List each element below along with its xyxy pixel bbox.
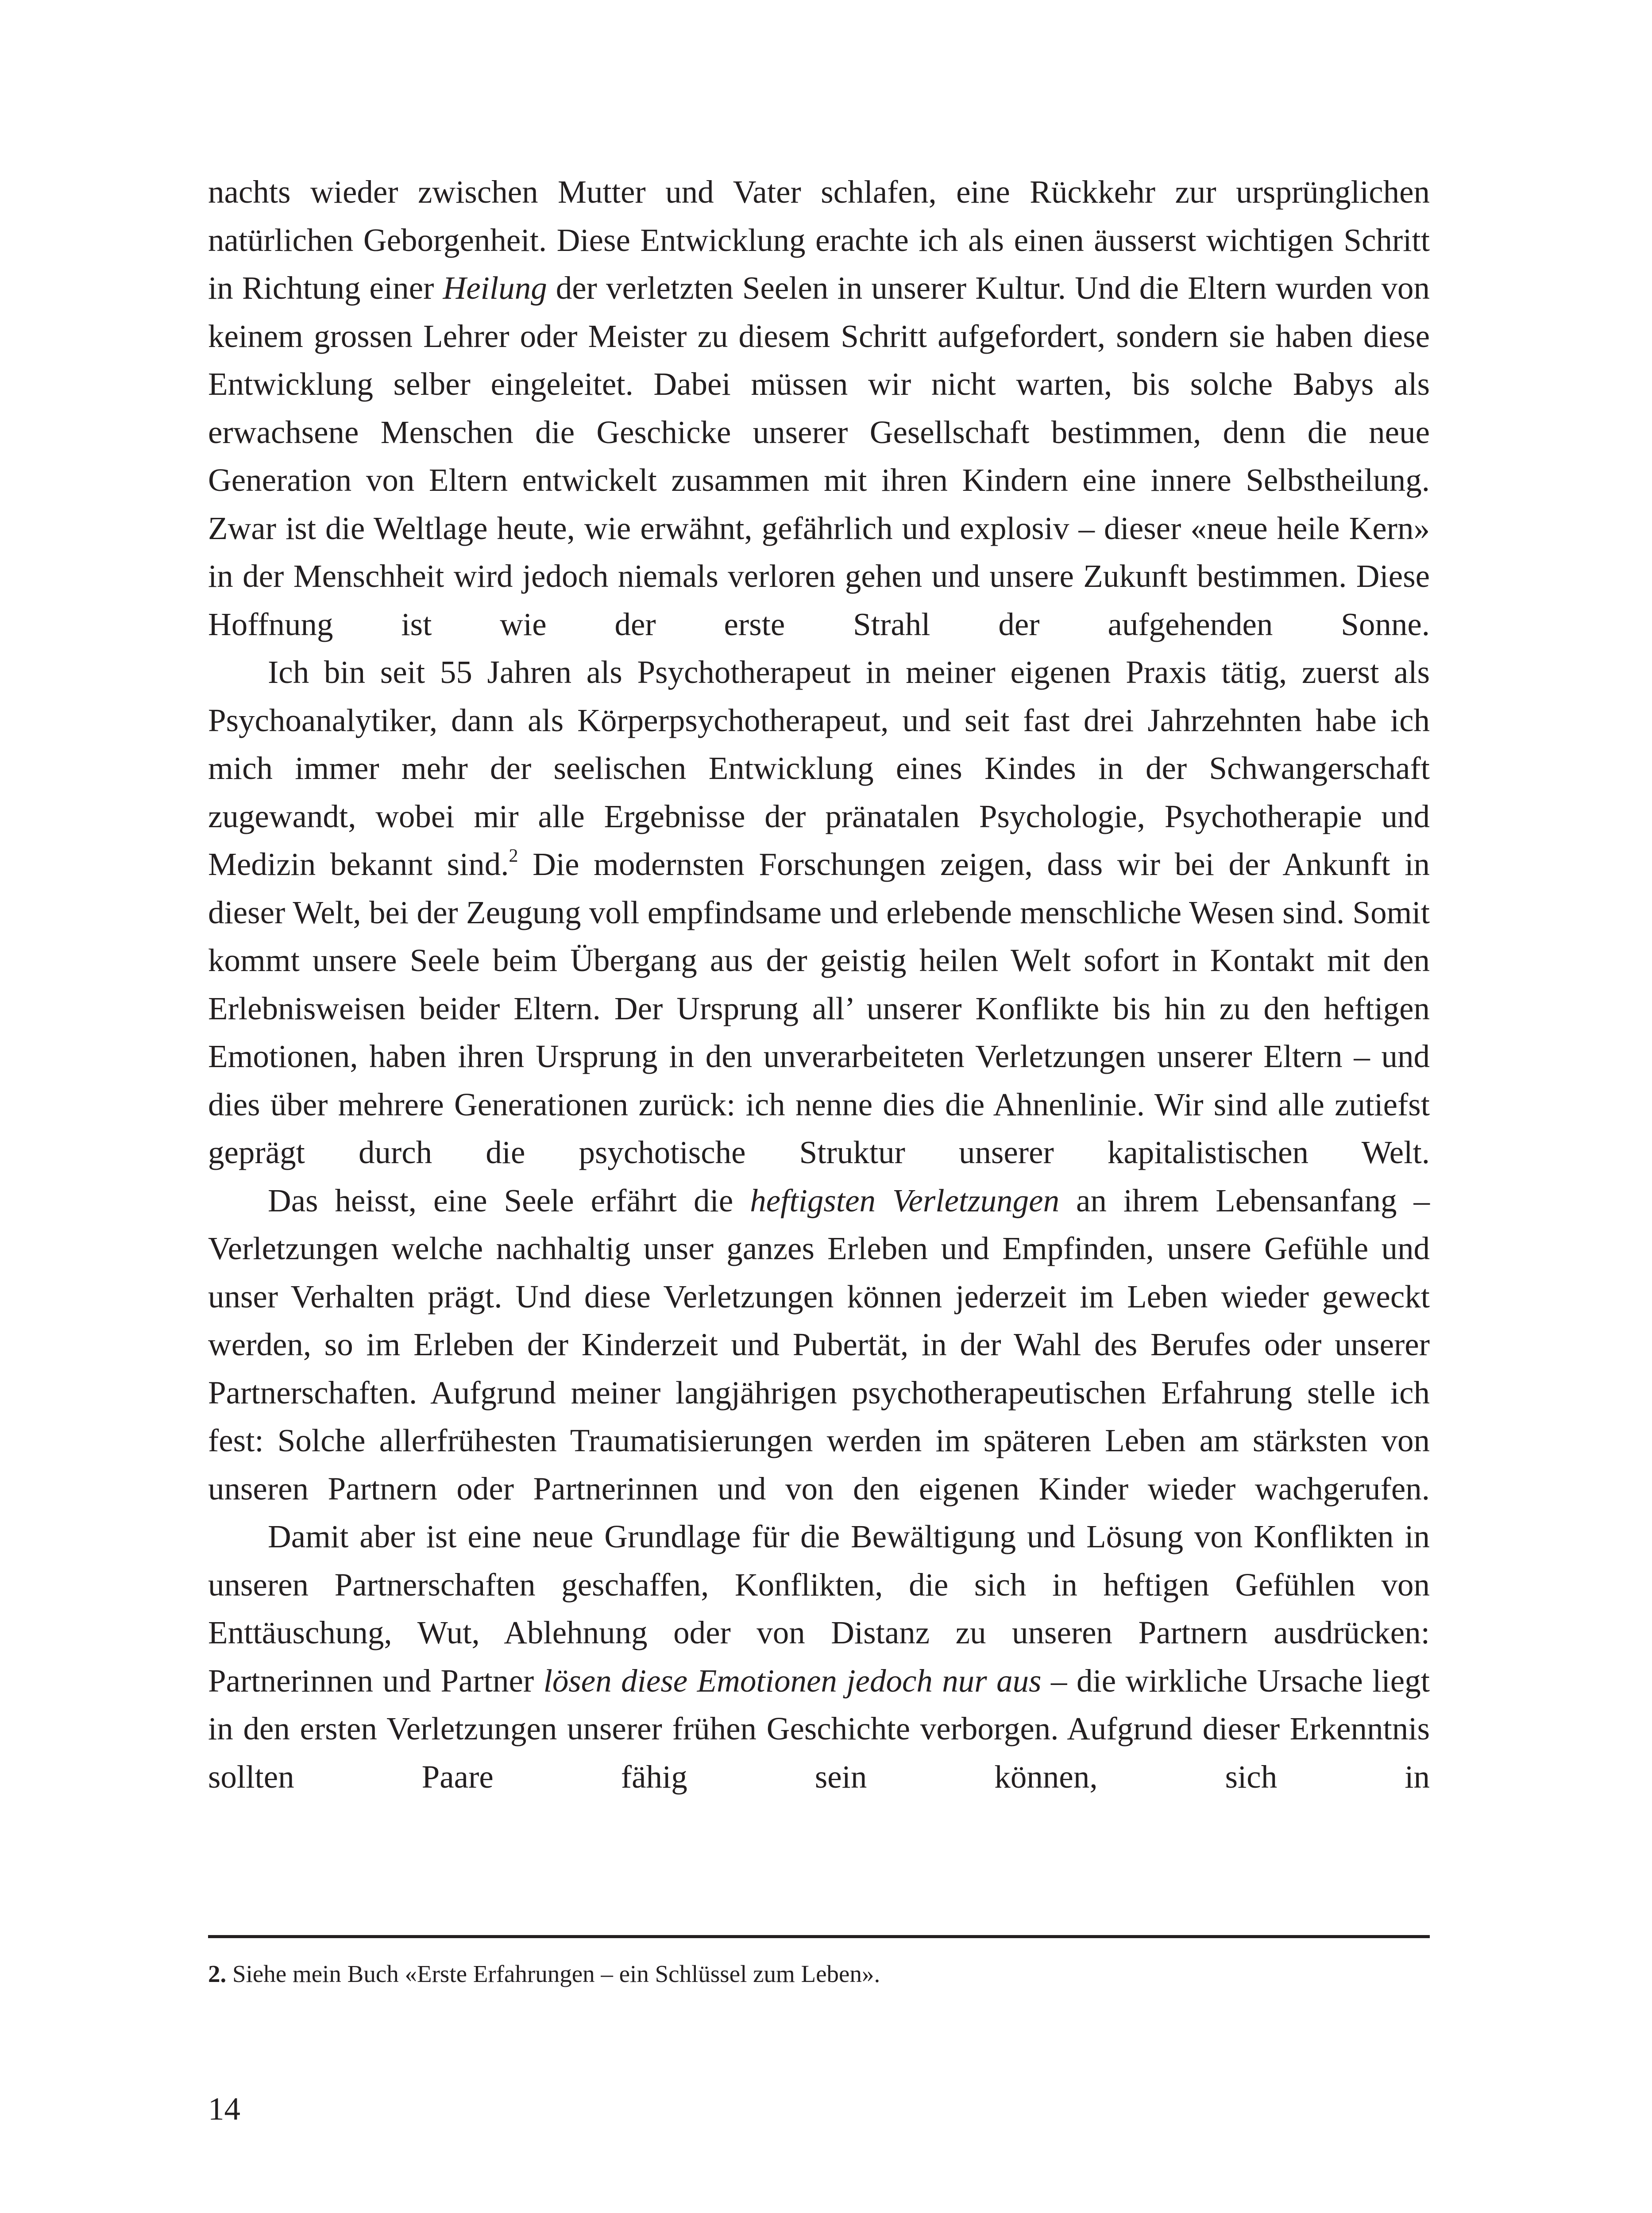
paragraph-2-text-a: Ich bin seit 55 Jahren als Psychotherapeut in meiner eigenen Praxis tätig, zuerst als Psychoanalytiker, dann als Körperpsychotherapeut, und seit fast drei Jahrzehnten habe ich mich immer mehr der seelischen Entwicklung eines Kindes in der Schwangerschaft zugewandt, wobei mir alle Ergebnisse der pränatalen Psychologie, Psychotherapie und Medizin bekannt sind.: [208, 654, 1430, 882]
paragraph-4: [208, 1513, 1430, 1801]
paragraph-3: [208, 1177, 1430, 1513]
footnote: [208, 1956, 1430, 1992]
footnote-divider: [208, 1935, 1430, 1938]
paragraph-1-text-a: nachts wieder zwischen Mutter und Vater schlafen, eine Rückkehr zur ursprünglichen natürlichen Geborgenheit. Diese Entwicklung erachte ich als einen äusserst wichtigen Schritt in Richtung einer: [208, 174, 1430, 306]
paragraph-1-text-b: der verletzten Seelen in unserer Kultur. Und die Eltern wurden von keinem grossen Lehrer oder Meister zu diesem Schritt aufgefordert, sondern sie haben diese Entwicklung selber eingeleitet. Dabei müssen wir nicht warten, bis solche Babys als erwachsene Menschen die Geschicke unserer Gesellschaft bestimmen, denn die neue Generation von Eltern entwickelt zusammen mit ihren Kindern eine innere Selbstheilung. Zwar ist die Weltlage heute, wie erwähnt, gefährlich und explosiv – dieser «neue heile Kern» in der Menschheit wird jedoch niemals verloren gehen und unsere Zukunft bestimmen. Diese Hoffnung ist wie der erste Strahl der aufgehenden Sonne.: [208, 270, 1430, 642]
paragraph-2-text-b: Die modernsten Forschungen zeigen, dass wir bei der Ankunft in dieser Welt, bei der Zeugung voll empfindsame und erlebende menschliche Wesen sind. Somit kommt unsere Seele beim Übergang aus der geistig heilen Welt sofort in Kontakt mit den Erlebnisweisen beider Eltern. Der Ursprung all’ unserer Konflikte bis hin zu den heftigen Emotionen, haben ihren Ursprung in den unverarbeiteten Verletzungen unserer Eltern – und dies über mehrere Generationen zurück: ich nenne dies die Ahnenlinie. Wir sind alle zutiefst geprägt durch die psychotische Struktur unserer kapitalistischen Welt.: [208, 846, 1430, 1170]
paragraph-4-text-a: Damit aber ist eine neue Grundlage für die Bewältigung und Lösung von Konflikten in unseren Partnerschaften geschaffen, Konflikten, die sich in heftigen Gefühlen von Enttäuschung, Wut, Ablehnung oder von Distanz zu unseren Partnern ausdrücken: Partnerinnen und Partner: [208, 1519, 1430, 1699]
page-number: 14: [208, 2091, 240, 2127]
footnote-text: Siehe mein Buch «Erste Erfahrungen – ein Schlüssel zum Leben».: [226, 1960, 880, 1987]
paragraph-1: [208, 168, 1430, 648]
paragraph-3-emphasis: heftigsten Verletzungen: [750, 1182, 1060, 1218]
paragraph-4-emphasis: lösen diese Emotionen jedoch nur aus: [543, 1662, 1042, 1699]
paragraph-3-text-a: Das heisst, eine Seele erfährt die: [268, 1182, 750, 1218]
paragraph-2: [208, 648, 1430, 1177]
paragraph-3-text-b: an ihrem Lebensanfang – Verletzungen welche nachhaltig unser ganzes Erleben und Empfinden, unsere Gefühle und unser Verhalten prägt. Und diese Verletzungen können jederzeit im Leben wieder geweckt werden, so im Erleben der Kinderzeit und Pubertät, in der Wahl des Berufes oder unserer Partnerschaften. Aufgrund meiner langjährigen psychotherapeutischen Erfahrung stelle ich fest: Solche allerfrühesten Traumatisierungen werden im späteren Leben am stärksten von unseren Partnern oder Partnerinnen und von den eigenen Kinder wieder wachgerufen.: [208, 1182, 1430, 1507]
paragraph-4-text-b: – die wirkliche Ursache liegt in den ersten Verletzungen unserer frühen Geschichte verborgen. Aufgrund dieser Erkenntnis sollten Paare fähig sein können, sich in: [208, 1662, 1430, 1795]
footnote-reference: 2: [509, 846, 518, 866]
paragraph-1-emphasis: Heilung: [443, 270, 547, 306]
footnote-number: 2.: [208, 1960, 227, 1987]
body-text: [208, 168, 1430, 1801]
